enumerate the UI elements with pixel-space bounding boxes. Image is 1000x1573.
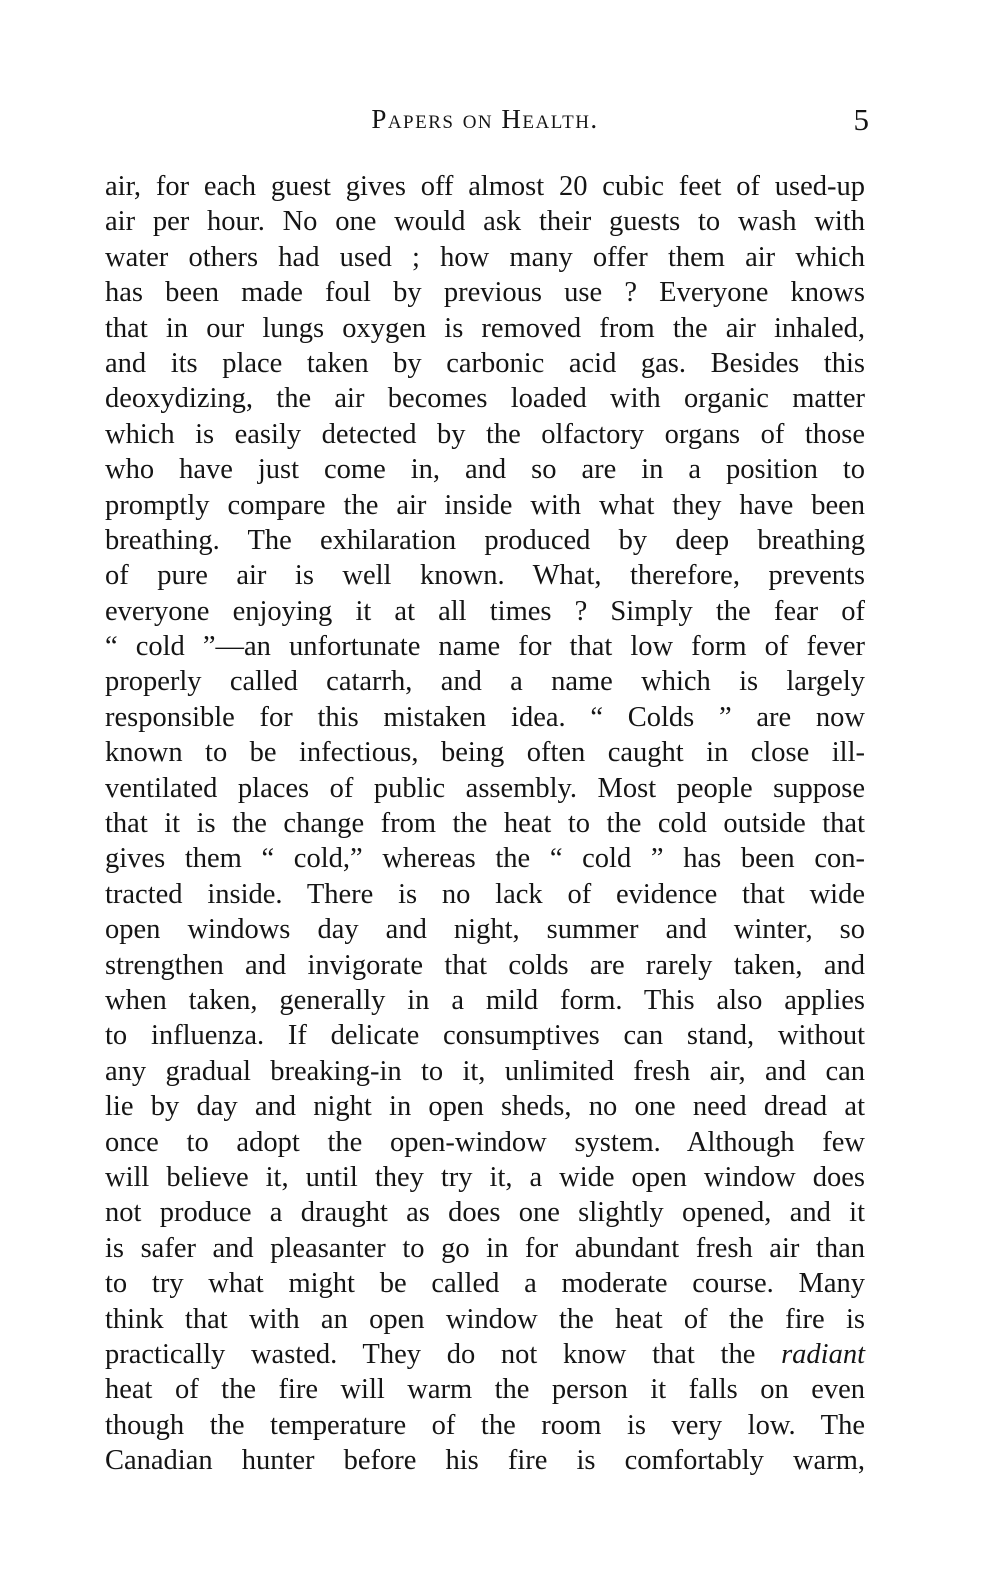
text-line [105, 912, 865, 947]
text-line-content: to influenza. If delicate consumptives can stand, without [105, 1020, 865, 1052]
text-line [105, 1125, 865, 1160]
text-line-content: is safer and pleasanter to go in for abundant fresh air than [105, 1232, 865, 1264]
text-line-content: once to adopt the open-window system. Although few [105, 1126, 865, 1158]
text-line [105, 1089, 865, 1124]
text-line [105, 558, 865, 593]
text-line [105, 488, 865, 523]
text-line [105, 311, 865, 346]
text-line-content: everyone enjoying it at all times ? Simply the fear of [105, 595, 865, 627]
text-line [105, 275, 865, 310]
text-line-content: though the temperature of the room is very low. The [105, 1409, 865, 1441]
text-line [105, 1302, 865, 1337]
text-line-content: to try what might be called a moderate course. Many [105, 1268, 865, 1300]
text-line-content: tracted inside. There is no lack of evidence that wide [105, 878, 865, 910]
text-line [105, 735, 865, 770]
running-title: Papers on Health. [371, 104, 599, 134]
text-line-content: lie by day and night in open sheds, no one need dread at [105, 1091, 865, 1123]
text-line-content: think that with an open window the heat of the fire is [105, 1303, 865, 1335]
text-line [105, 806, 865, 841]
text-line-content: will believe it, until they try it, a wide open window does [105, 1161, 865, 1193]
text-line [105, 346, 865, 381]
text-line [105, 204, 865, 239]
text-line [105, 1018, 865, 1053]
text-line [105, 983, 865, 1018]
text-line [105, 417, 865, 452]
text-line-content: gives them “ cold,” whereas the “ cold ” has been con- [105, 843, 865, 875]
text-line-content: promptly compare the air inside with what they have been [105, 489, 865, 521]
text-line [105, 841, 865, 876]
page-number: 5 [853, 102, 869, 137]
text-line-content: of pure air is well known. What, therefore, prevents [105, 560, 865, 592]
text-line [105, 169, 865, 204]
text-line-content: not produce a draught as does one slightly opened, and it [105, 1197, 865, 1229]
text-line-content: water others had used ; how many offer them air which [105, 241, 865, 273]
text-line-content: air per hour. No one would ask their guests to wash with [105, 206, 865, 238]
text-line-content: known to be infectious, being often caught in close ill- [105, 737, 865, 769]
text-line-content: “ cold ”—an unfortunate name for that low form of fever [105, 631, 865, 663]
text-line [105, 1195, 865, 1230]
text-line [105, 1408, 865, 1443]
text-line [105, 877, 865, 912]
text-line-content: heat of the fire will warm the person it falls on even [105, 1374, 865, 1406]
italic-word: radiant [781, 1338, 865, 1370]
text-line [105, 664, 865, 699]
text-line-content: Canadian hunter before his fire is comfortably warm, [105, 1445, 865, 1477]
text-line-content: when taken, generally in a mild form. This also applies [105, 984, 865, 1016]
text-line [105, 948, 865, 983]
text-line [105, 452, 865, 487]
text-line-content: and its place taken by carbonic acid gas. Besides this [105, 347, 865, 379]
text-line-content: deoxydizing, the air becomes loaded with organic matter [105, 383, 865, 415]
text-line-content: that in our lungs oxygen is removed from the air inhaled, [105, 312, 865, 344]
text-line [105, 629, 865, 664]
text-line-content: that it is the change from the heat to the cold outside that [105, 808, 865, 840]
text-line [105, 1054, 865, 1089]
text-line [105, 700, 865, 735]
text-line-content: which is easily detected by the olfactory organs of those [105, 418, 865, 450]
text-line [105, 771, 865, 806]
text-line-content: ventilated places of public assembly. Most people suppose [105, 772, 865, 804]
text-line-content: air, for each guest gives off almost 20 cubic feet of used-up [105, 171, 865, 202]
text-line [105, 594, 865, 629]
text-line-content: who have just come in, and so are in a position to [105, 454, 865, 486]
text-line-content: strengthen and invigorate that colds are rarely taken, and [105, 949, 865, 981]
text-line-content: breathing. The exhilaration produced by deep breathing [105, 524, 865, 556]
page-header [105, 100, 869, 140]
text-line [105, 240, 865, 275]
text-line-content: open windows day and night, summer and winter, so [105, 914, 865, 946]
text-line-content: any gradual breaking-in to it, unlimited fresh air, and can [105, 1055, 865, 1087]
text-line [105, 1372, 865, 1407]
text-line [105, 523, 865, 558]
text-line-content: responsible for this mistaken idea. “ Colds ” are now [105, 701, 865, 733]
text-line [105, 1266, 865, 1301]
text-line [105, 1231, 865, 1266]
text-line [105, 1337, 865, 1372]
text-line-content: has been made foul by previous use ? Everyone knows [105, 277, 865, 309]
text-line [105, 1443, 865, 1478]
text-line [105, 1160, 865, 1195]
text-line-content: properly called catarrh, and a name which is largely [105, 666, 865, 698]
text-line-content: practically wasted. They do not know that the [105, 1338, 756, 1370]
text-line [105, 381, 865, 416]
body-text [105, 169, 865, 1478]
